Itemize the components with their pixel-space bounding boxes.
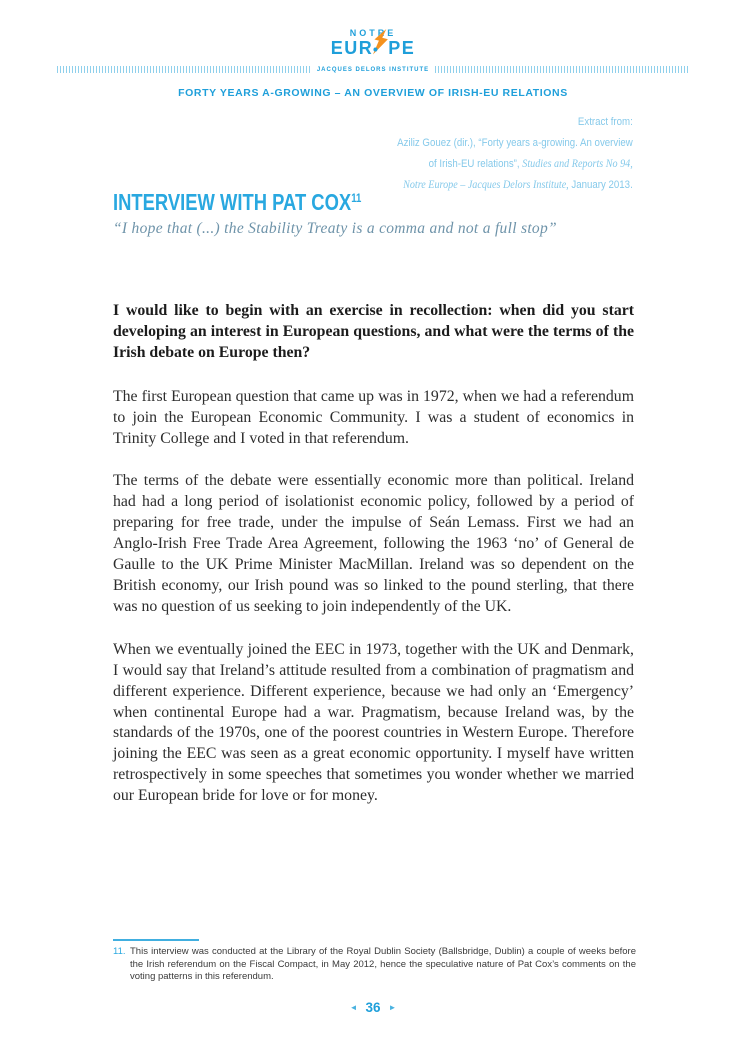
extract-line-2: Aziliz Gouez (dir.), “Forty years a-growing. An overview [397, 137, 633, 149]
next-page-icon: ► [388, 1002, 397, 1012]
footnote-text: This interview was conducted at the Library of the Royal Dublin Society (Ballsbridge, Dublin) a couple of weeks before the Irish referendum on the Fiscal Compact, in May 2012, hence the speculative nature of Pat Cox’s comments on the voting patterns in this referendum. [130, 946, 636, 982]
extract-line-1: Extract from: [578, 116, 633, 128]
page-footer [0, 1000, 746, 1015]
logo-europe-left: EUR [330, 38, 374, 58]
extract-line-4: Notre Europe – Jacques Delors Institute, January 2013. [403, 179, 633, 191]
notre-europe-logo [0, 28, 746, 59]
tick-line-right [435, 66, 689, 73]
logo-europe-text [331, 39, 416, 57]
paragraph-3: When we eventually joined the EEC in 1973, together with the UK and Denmark, I would say that Ireland’s attitude resulted from a combination of pragmatism and different experience. Different experience, because we had only an ‘Emergency’ when continental Europe had a war. Pragmatism, because Ireland was, by the standards of the 1970s, one of the poorest countries in Western Europe. Therefore joining the EEC was seen as a great economic opportunity. I myself have written retrospectively in some speeches that sometimes you wonder whether we married our European bride for love or for money. [113, 640, 634, 805]
footnote-reference: 11 [351, 191, 362, 205]
page-number: 36 [365, 1000, 381, 1015]
tick-line-left [57, 66, 311, 73]
footnote [113, 946, 636, 984]
paragraph-2: The terms of the debate were essentially economic more than political. Ireland had had a long period of isolationist economic policy, followed by a period of preparing for free trade, under the impulse of Seán Lemass. First we had an Anglo-Irish Free Trade Area Agreement, following the 1963 ‘no’ of General de Gaulle to the UK Prime Minister MacMillan. Ireland was so dependent on the British economy, our Irish pound was so linked to the pound sterling, that there was no question of us seeking to join independently of the UK. [113, 472, 634, 615]
paragraph-1: The first European question that came up was in 1972, when we had a referendum to join the European Economic Community. I was a student of economics in Trinity College and I voted in that referendum. [113, 387, 634, 447]
article-body [113, 301, 634, 829]
logo-europe-right: PE [388, 38, 416, 58]
footnote-rule [113, 939, 199, 941]
footnote-number: 11. [113, 946, 126, 957]
article-subtitle: “I hope that (...) the Stability Treaty is a comma and not a full stop” [113, 220, 557, 237]
institute-label: JACQUES DELORS INSTITUTE [316, 66, 430, 73]
prev-page-icon: ◄ [349, 1002, 358, 1012]
institute-divider [57, 66, 689, 73]
extract-line-3: of Irish-EU relations”, Studies and Reports No 94, [428, 158, 633, 170]
logo-notre-text: NOTRE [349, 28, 397, 38]
running-header: FORTY YEARS A-GROWING – AN OVERVIEW OF IRISH-EU RELATIONS [178, 87, 568, 99]
interview-question: I would like to begin with an exercise in recollection: when did you start developing an interest in European questions, and what were the terms of the Irish debate on Europe then? [113, 302, 634, 361]
article-title: INTERVIEW WITH PAT COX$^{11}$ [113, 189, 362, 215]
extract-reference [397, 112, 633, 196]
